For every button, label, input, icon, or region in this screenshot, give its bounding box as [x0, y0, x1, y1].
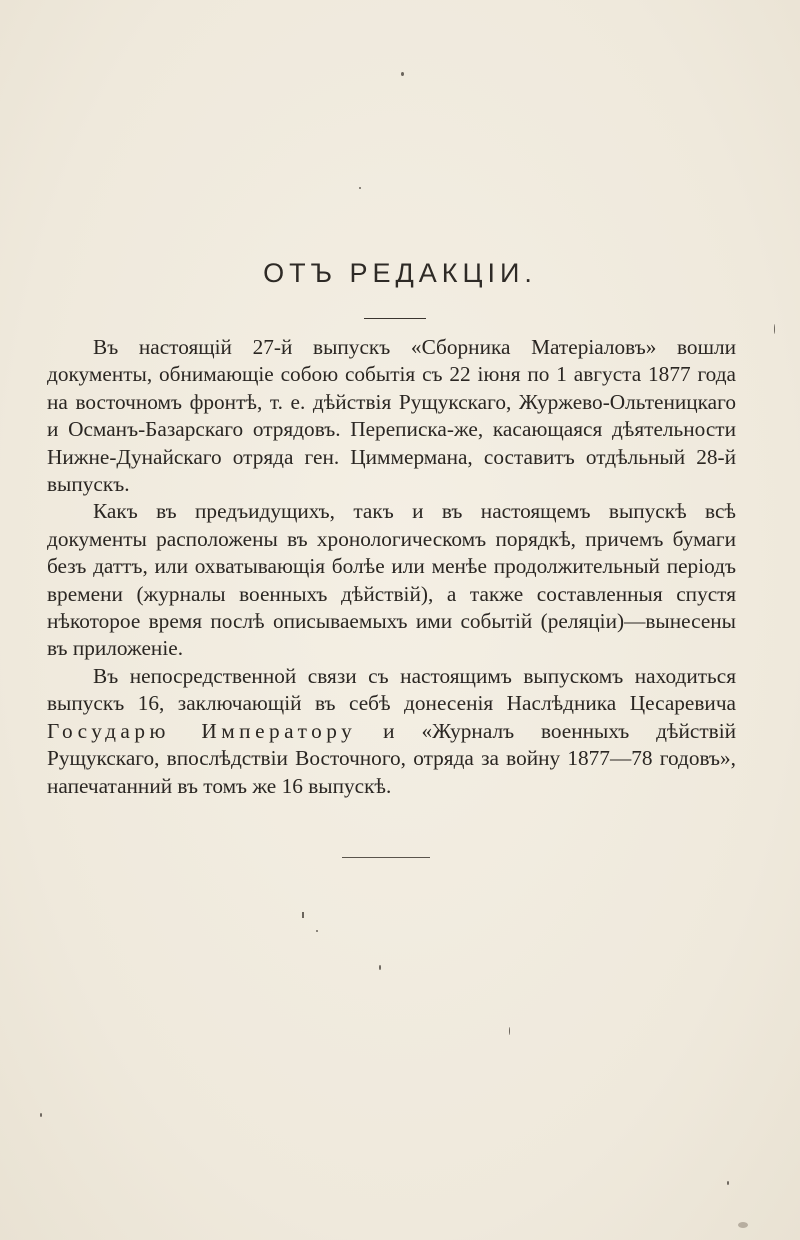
page-title: ОТЪ РЕДАКЦІИ. [263, 258, 537, 288]
scan-speck [727, 1181, 729, 1185]
scan-speck [774, 324, 775, 334]
scan-speck [738, 1222, 748, 1228]
paragraph-3 [47, 663, 736, 800]
title-divider [364, 318, 426, 319]
scan-speck [40, 1113, 42, 1117]
paragraph-3-end: и «Журналъ военныхъ дѣйствій Рущукскаго, впослѣдствіи Восточного, отряда за войну 1877—78 годовъ», напечатанний въ томъ же 16 выпускѣ. [47, 718, 737, 798]
scan-speck [401, 72, 404, 76]
paragraph-2: Какъ въ предъидущихъ, такъ и въ настоящемъ выпускѣ всѣ документы расположены въ хронологическомъ порядкѣ, причемъ бумаги безъ даттъ, или охватывающія болѣе или менѣе продолжительный періодъ времени (журналы военныхъ дѣйствій), а также составленныя спустя нѣкоторое время послѣ описываемыхъ ими событій (реляціи)—вынесены въ приложеніе. [47, 499, 736, 661]
paragraph-3-start: Въ непосредственной связи съ настоящимъ выпускомъ находиться выпускъ 16, заключающій въ себѣ донесенія Наслѣдника Цесаревича [47, 663, 736, 716]
document-body [47, 334, 736, 800]
end-divider [342, 857, 430, 858]
scan-speck [379, 965, 381, 970]
scan-speck [302, 912, 304, 918]
scan-speck [359, 187, 361, 189]
spaced-title-emperor: Государю Императору [47, 718, 357, 743]
scan-speck [509, 1027, 510, 1035]
paragraph-1: Въ настоящій 27-й выпускъ «Сборника Матеріаловъ» вошли документы, обнимающіе собою событія съ 22 іюня по 1 августа 1877 года на восточномъ фронтѣ, т. е. дѣйствія Рущукскаго, Журжево-Ольтеницкаго и Османъ-Базарскаго отрядовъ. Переписка-же, касающаяся дѣятельности Нижне-Дунайскаго отряда ген. Циммермана, составитъ отдѣльный 28-й выпускъ. [47, 335, 736, 497]
scan-speck [316, 930, 318, 932]
